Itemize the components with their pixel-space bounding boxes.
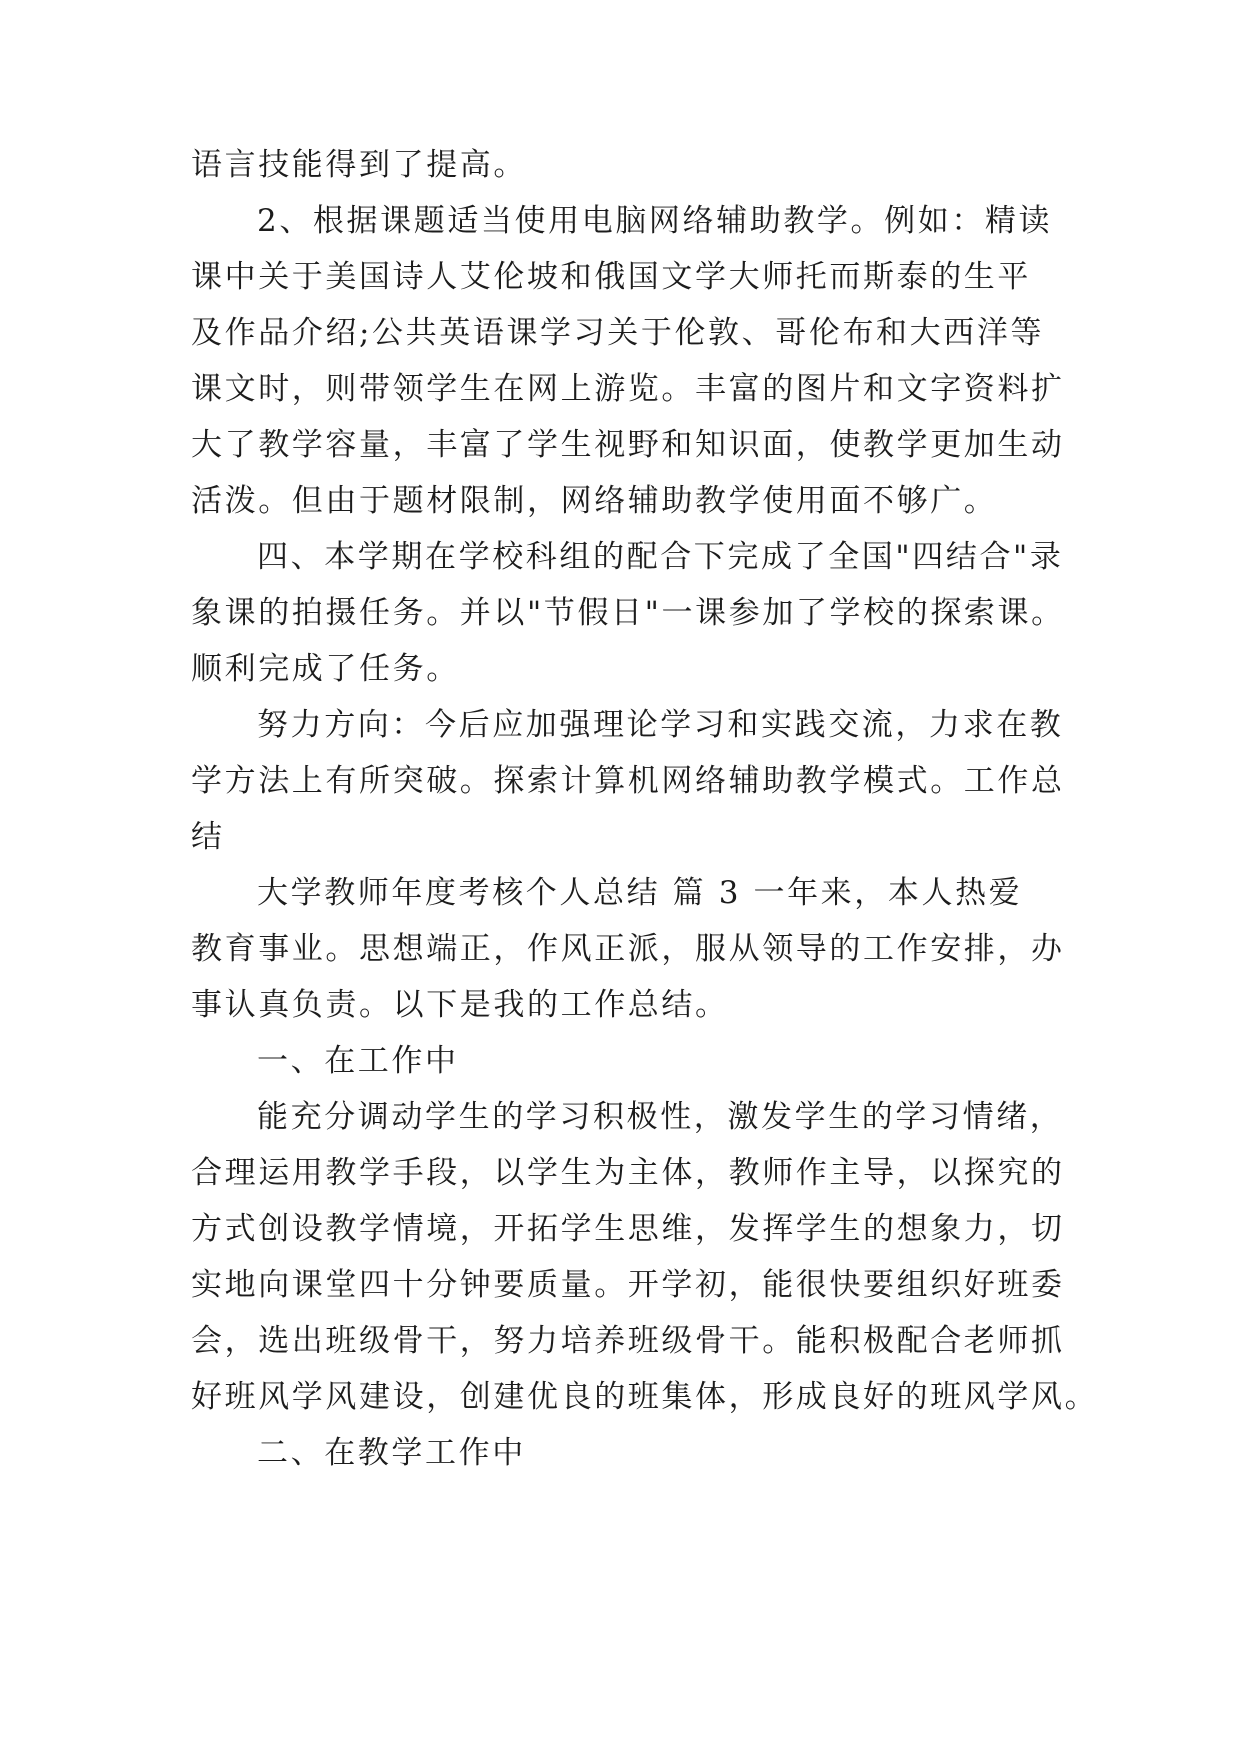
text-line: 学方法上有所突破。探索计算机网络辅助教学模式。工作总 (191, 763, 1065, 799)
text-line: 好班风学风建设，创建优良的班集体，形成良好的班风学风。 (191, 1379, 1099, 1415)
text-line: 四、本学期在学校科组的配合下完成了全国"四结合"录 (257, 539, 1064, 575)
text-line: 方式创设教学情境，开拓学生思维，发挥学生的想象力，切 (191, 1211, 1065, 1247)
text-line: 二、在教学工作中 (257, 1435, 526, 1471)
text-line: 事认真负责。以下是我的工作总结。 (191, 987, 729, 1023)
text-line: 2、根据课题适当使用电脑网络辅助教学。例如：精读 (257, 203, 1053, 239)
text-line: 教育事业。思想端正，作风正派，服从领导的工作安排，办 (191, 931, 1065, 967)
text-line: 能充分调动学生的学习积极性，激发学生的学习情绪， (257, 1099, 1064, 1135)
text-line: 象课的拍摄任务。并以"节假日"一课参加了学校的探索课。 (191, 595, 1065, 631)
text-line: 结 (191, 819, 225, 855)
text-line: 顺利完成了任务。 (191, 651, 460, 687)
text-line: 实地向课堂四十分钟要质量。开学初，能很快要组织好班委 (191, 1267, 1065, 1303)
text-line: 大了教学容量，丰富了学生视野和知识面，使教学更加生动 (191, 427, 1065, 463)
text-line: 语言技能得到了提高。 (191, 147, 527, 183)
text-line: 大学教师年度考核个人总结 篇 3 一年来，本人热爱 (257, 875, 1023, 911)
text-line: 会，选出班级骨干，努力培养班级骨干。能积极配合老师抓 (191, 1323, 1065, 1359)
text-line: 努力方向：今后应加强理论学习和实践交流，力求在教 (257, 707, 1064, 743)
text-line: 课文时，则带领学生在网上游览。丰富的图片和文字资料扩 (191, 371, 1065, 407)
text-line: 合理运用教学手段，以学生为主体，教师作主导，以探究的 (191, 1155, 1065, 1191)
text-line: 活泼。但由于题材限制，网络辅助教学使用面不够广。 (191, 483, 998, 519)
text-line: 课中关于美国诗人艾伦坡和俄国文学大师托而斯泰的生平 (191, 259, 1031, 295)
text-line: 及作品介绍;公共英语课学习关于伦敦、哥伦布和大西洋等 (191, 315, 1045, 351)
text-line: 一、在工作中 (257, 1043, 459, 1079)
